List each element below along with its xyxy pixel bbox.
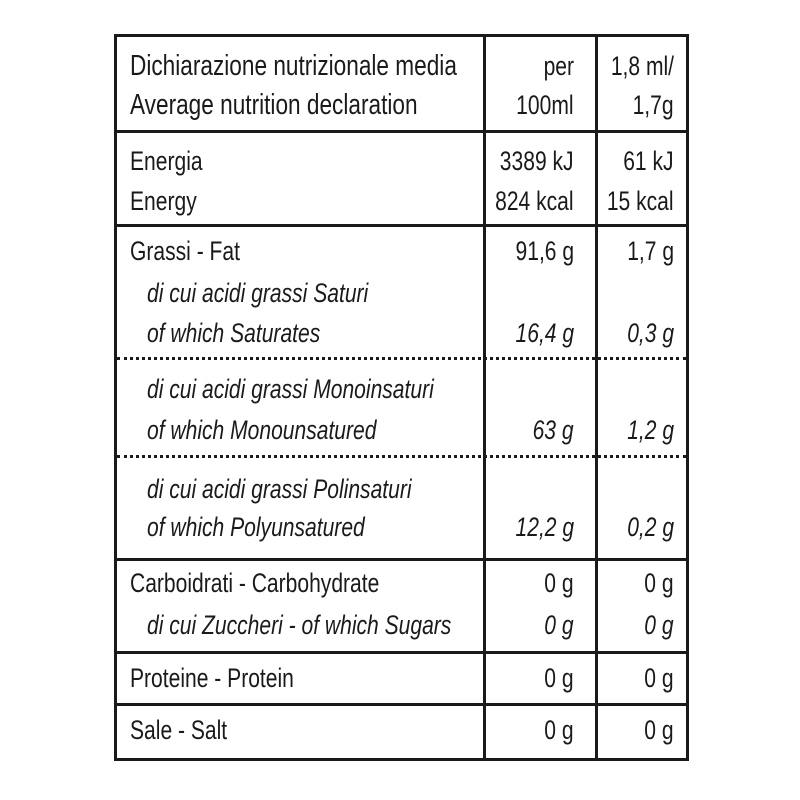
protein-serving: 0 g bbox=[644, 663, 674, 693]
header-per100-line2: 100ml bbox=[516, 90, 574, 120]
mono-label-en: of which Monounsatured bbox=[147, 415, 377, 445]
energy-label-en: Energy bbox=[130, 186, 197, 216]
energy-per100-kj: 3389 kJ bbox=[500, 146, 574, 176]
poly-per100: 12,2 g bbox=[515, 512, 574, 542]
protein-per100: 0 g bbox=[544, 663, 574, 693]
poly-serving: 0,2 g bbox=[627, 512, 674, 542]
energy-serving-kcal: 15 kcal bbox=[607, 186, 674, 216]
header-title-it: Dichiarazione nutrizionale media bbox=[130, 50, 457, 82]
saturates-per100: 16,4 g bbox=[515, 318, 574, 348]
column-divider-serving bbox=[595, 37, 598, 758]
dotted-divider bbox=[117, 455, 686, 458]
row-divider bbox=[117, 703, 686, 706]
sugars-serving: 0 g bbox=[644, 610, 674, 640]
nutrition-table bbox=[114, 34, 689, 761]
carbs-label: Carboidrati - Carbohydrate bbox=[130, 568, 380, 598]
salt-per100: 0 g bbox=[544, 715, 574, 745]
protein-label: Proteine - Protein bbox=[130, 663, 294, 693]
row-divider bbox=[117, 130, 686, 133]
fat-label: Grassi - Fat bbox=[130, 236, 240, 266]
saturates-label-en: of which Saturates bbox=[147, 318, 321, 348]
fat-serving: 1,7 g bbox=[627, 236, 674, 266]
salt-label: Sale - Salt bbox=[130, 715, 228, 745]
dotted-divider bbox=[117, 357, 686, 360]
poly-label-en: of which Polyunsatured bbox=[147, 512, 365, 542]
row-divider bbox=[117, 558, 686, 561]
saturates-serving: 0,3 g bbox=[627, 318, 674, 348]
carbs-serving: 0 g bbox=[644, 568, 674, 598]
mono-per100: 63 g bbox=[533, 415, 574, 445]
sugars-per100: 0 g bbox=[544, 610, 574, 640]
header-per100-line1: per bbox=[543, 51, 574, 81]
mono-serving: 1,2 g bbox=[627, 415, 674, 445]
mono-label-it: di cui acidi grassi Monoinsaturi bbox=[147, 374, 434, 404]
header-serving-line2: 1,7g bbox=[633, 90, 674, 120]
row-divider bbox=[117, 224, 686, 227]
carbs-per100: 0 g bbox=[544, 568, 574, 598]
column-divider-per100 bbox=[483, 37, 486, 758]
saturates-label-it: di cui acidi grassi Saturi bbox=[147, 278, 369, 308]
energy-per100-kcal: 824 kcal bbox=[495, 186, 574, 216]
poly-label-it: di cui acidi grassi Polinsaturi bbox=[147, 474, 412, 504]
header-serving-line1: 1,8 ml/ bbox=[610, 51, 674, 81]
sugars-label: di cui Zuccheri - of which Sugars bbox=[147, 610, 452, 640]
salt-serving: 0 g bbox=[644, 715, 674, 745]
row-divider bbox=[117, 651, 686, 654]
energy-serving-kj: 61 kJ bbox=[623, 146, 674, 176]
energy-label-it: Energia bbox=[130, 146, 203, 176]
header-title-en: Average nutrition declaration bbox=[130, 89, 418, 121]
fat-per100: 91,6 g bbox=[515, 236, 574, 266]
